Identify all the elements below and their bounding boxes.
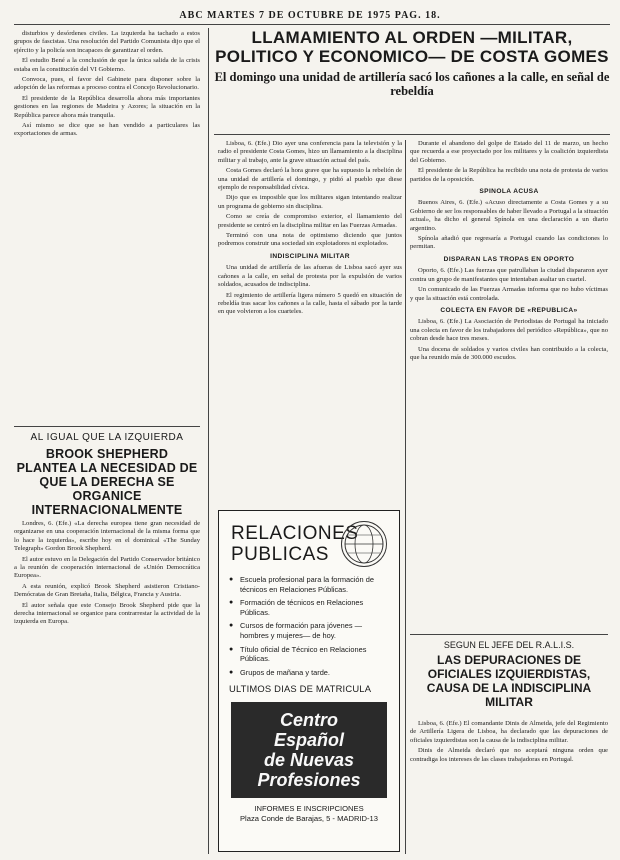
- left-para: disturbios y desórdenes civiles. La izquierda ha tachado a estos grupos de fascistas. Una resolución del Partido Comunista dijo que el ejército y la policía son incapaces de garantizar el orden.: [14, 30, 200, 54]
- page-header: ABC MARTES 7 DE OCTUBRE DE 1975 PAG. 18.: [179, 10, 441, 21]
- left-para: Convoca, pues, el favor del Gabinete para disponer sobre la adopción de las reformas a proceso contra el Concejo Revolucionario.: [14, 76, 200, 92]
- right-para: El presidente de la República ha recibido una nota de protesta de varios partidos de la oposición.: [410, 167, 608, 183]
- left-divider: [14, 426, 200, 427]
- right-para: Spínola añadió que regresaría a Portugal cuando las condiciones lo permitan.: [410, 235, 608, 251]
- main-headline-rule: [214, 134, 610, 135]
- ad-title: RELACIONES PUBLICAS: [231, 523, 359, 565]
- ralis-para: Lisboa, 6. (Efe.) El comandante Dinis de Almeida, jefe del Regimiento de Artillería Ligera de Lisboa, ha declarado que las depuraciones de oficiales izquierdistas son la causa de la indisciplina militar.: [410, 720, 608, 744]
- al-para: El autor señala que este Consejo Brook Shepherd pide que la derecha internacional se organice para contrarrestar la actividad de la izquierda en Europa.: [14, 601, 200, 626]
- al-para: A esta reunión, explicó Brook Shepherd asistieron Cristiano-Demócratas de Gran Bretaña, Italia, Bélgica, Francia y Austria.: [14, 582, 200, 599]
- column-divider-left: [208, 28, 209, 854]
- ad-center-line: Centro: [280, 710, 338, 731]
- al-para: El autor estuvo en la Delegación del Partido Conservador británico a la reunión de cooperación internacional de «Unión Democrática Europea».: [14, 555, 200, 580]
- left-para: El estudio Bené a la conclusión de que la única salida de la crisis estaba en la constitución del VI Gobierno.: [14, 57, 200, 73]
- left-column: [14, 30, 200, 141]
- right-para: Durante el abandono del golpe de Estado del 11 de marzo, un hecho que recuerda a ese proyectado por los militares y la coalición izquierdista del Gobierno.: [410, 140, 608, 164]
- globe-icon: [341, 521, 387, 567]
- ad-center-line: Español: [273, 730, 344, 751]
- al-kicker: AL IGUAL QUE LA IZQUIERDA: [30, 432, 184, 443]
- ad-foot-informes: INFORMES E INSCRIPCIONES: [254, 804, 364, 814]
- left-para: El presidente de la República desarrolla ahora más importantes gestiones en las regiones de Madeira y Azores; la situación en la República parece ahora más tranquila.: [14, 94, 200, 119]
- ralis-para: Dinis de Almeida declaró que no aceptará ninguna orden que contradiga los intereses de las clases trabajadoras en Portugal.: [410, 747, 608, 763]
- ad-footer: [219, 804, 399, 824]
- ralis-headline: LAS DEPURACIONES DE OFICIALES IZQUIERDISTAS, CAUSA DE LA INDISCIPLINA MILITAR: [426, 653, 592, 709]
- right-para: Un comunicado de las Fuerzas Armadas informa que no hubo víctimas y que la situación está controlada.: [410, 286, 608, 302]
- column-divider-right: [405, 140, 406, 854]
- ad-ultimos-dias: ULTIMOS DIAS DE MATRICULA: [229, 683, 372, 695]
- section-oporto: DISPARAN LAS TROPAS EN OPORTO: [443, 255, 575, 263]
- advertisement-relaciones-publicas: [218, 510, 400, 852]
- mid-column: [218, 140, 402, 319]
- mid-para: El regimiento de artillería ligera número 5 quedó en situación de rebeldía tras sacar los cañones a la calle, hasta el sábado por la tarde en que volvieron a los cuarteles.: [218, 291, 402, 316]
- mid-para: Una unidad de artillería de las afueras de Lisboa sacó ayer sus cañones a la calle, en señal de protesta por la expulsión de varios soldados, acusados de indisciplina.: [218, 264, 402, 289]
- mid-para: Terminó con una nota de optimismo diciendo que juntos podremos construir una sociedad sin explotadores ni explotados.: [218, 232, 402, 248]
- mid-para: Como se creía de compromiso exterior, el llamamiento del presidente se centró en la disciplina militar en las Fuerzas Armadas.: [218, 213, 402, 229]
- ad-center-logo: [231, 702, 387, 798]
- header-rule: [14, 24, 610, 25]
- ad-list: [229, 575, 389, 677]
- mid-para: Lisboa, 6. (Efe.) Dio ayer una conferencia para la televisión y la radio el presidente Costa Gomes, hizo un llamamiento a la disciplina militar y al trabajo, ante la grave situación actual del país.: [218, 140, 402, 164]
- right-column: [410, 140, 608, 364]
- ad-list-item: ● Formación de técnicos en Relaciones Públicas.: [229, 598, 389, 617]
- section-spinola: SPINOLA ACUSA: [479, 188, 539, 196]
- mid-para: Dijo que es imposible que los militares sigan intentando realizar un programa de gobierno sin disciplina.: [218, 194, 402, 210]
- ralis-article: [410, 720, 608, 766]
- section-indisciplina: INDISCIPLINA MILITAR: [270, 252, 350, 260]
- brook-shepherd-article: [14, 520, 200, 629]
- right-para: Una docena de soldados y varios civiles han contribuido a la colecta, que ha reunido más de 300.000 escudos.: [410, 345, 608, 361]
- ralis-kicker: SEGUN EL JEFE DEL R.A.L.I.S.: [443, 640, 575, 650]
- ad-list-item: ● Título oficial de Técnico en Relaciones Públicas.: [229, 645, 389, 664]
- al-para: Londres, 6. (Efe.) «La derecha europea tiene gran necesidad de organizarse en una cooperación internacional de la misma forma que lo hace la izquierda», escribe hoy en el dominical «The Sunday Telegraph» Gordon Brook Shepherd.: [14, 520, 200, 553]
- ralis-rule: [410, 634, 608, 635]
- ralis-heading: [410, 640, 608, 709]
- main-subhead: El domingo una unidad de artillería sacó los cañones a la calle, en señal de rebeldía: [214, 70, 610, 98]
- right-para: Oporto, 6. (Efe.) Las fuerzas que patrullaban la ciudad dispararon ayer contra un grupo de manifestantes que intentaban asaltar un cuartel.: [410, 267, 608, 283]
- section-republica: COLECTA EN FAVOR DE «REPUBLICA»: [440, 306, 578, 314]
- mid-para: Costa Gomes declaró la hora grave que ha supuesto la rebelión de una unidad de artillería el domingo, y pidió al pueblo que diese ejemplo de responsabilidad cívica.: [218, 167, 402, 192]
- ad-center-line: Profesiones: [257, 770, 361, 791]
- ad-list-item: ● Grupos de mañana y tarde.: [229, 668, 389, 678]
- ad-list-item: ● Escuela profesional para la formación de técnicos en Relaciones Públicas.: [229, 575, 389, 594]
- ad-center-line: de Nuevas: [263, 750, 355, 771]
- main-headline-block: [214, 28, 610, 98]
- brook-shepherd-heading: [14, 432, 200, 517]
- al-headline: BROOK SHEPHERD PLANTEA LA NECESIDAD DE QUE LA DERECHA SE ORGANICE INTERNACIONALMENTE: [16, 447, 198, 517]
- main-headline: LLAMAMIENTO AL ORDEN —MILITAR, POLITICO Y ECONOMICO— DE COSTA GOMES: [215, 28, 609, 66]
- ad-foot-address: Plaza Conde de Barajas, 5 - MADRID-13: [239, 814, 378, 824]
- left-para: Así mismo se dice que se han vendido a particulares las exportaciones de armas.: [14, 122, 200, 138]
- ad-list-item: ● Cursos de formación para jóvenes —hombres y mujeres— de hoy.: [229, 621, 389, 640]
- right-para: Buenos Aires, 6. (Efe.) «Acuso directamente a Costa Gomes y a su Gobierno de ser los responsables de haber llevado a Portugal a la situación actual», ha dicho el general Spínola en una declaración a un diario argentino.: [410, 199, 608, 232]
- right-para: Lisboa, 6. (Efe.) La Asociación de Periodistas de Portugal ha iniciado una colecta en favor de los trabajadores del periódico «República», que no cobran desde hace tres meses.: [410, 318, 608, 343]
